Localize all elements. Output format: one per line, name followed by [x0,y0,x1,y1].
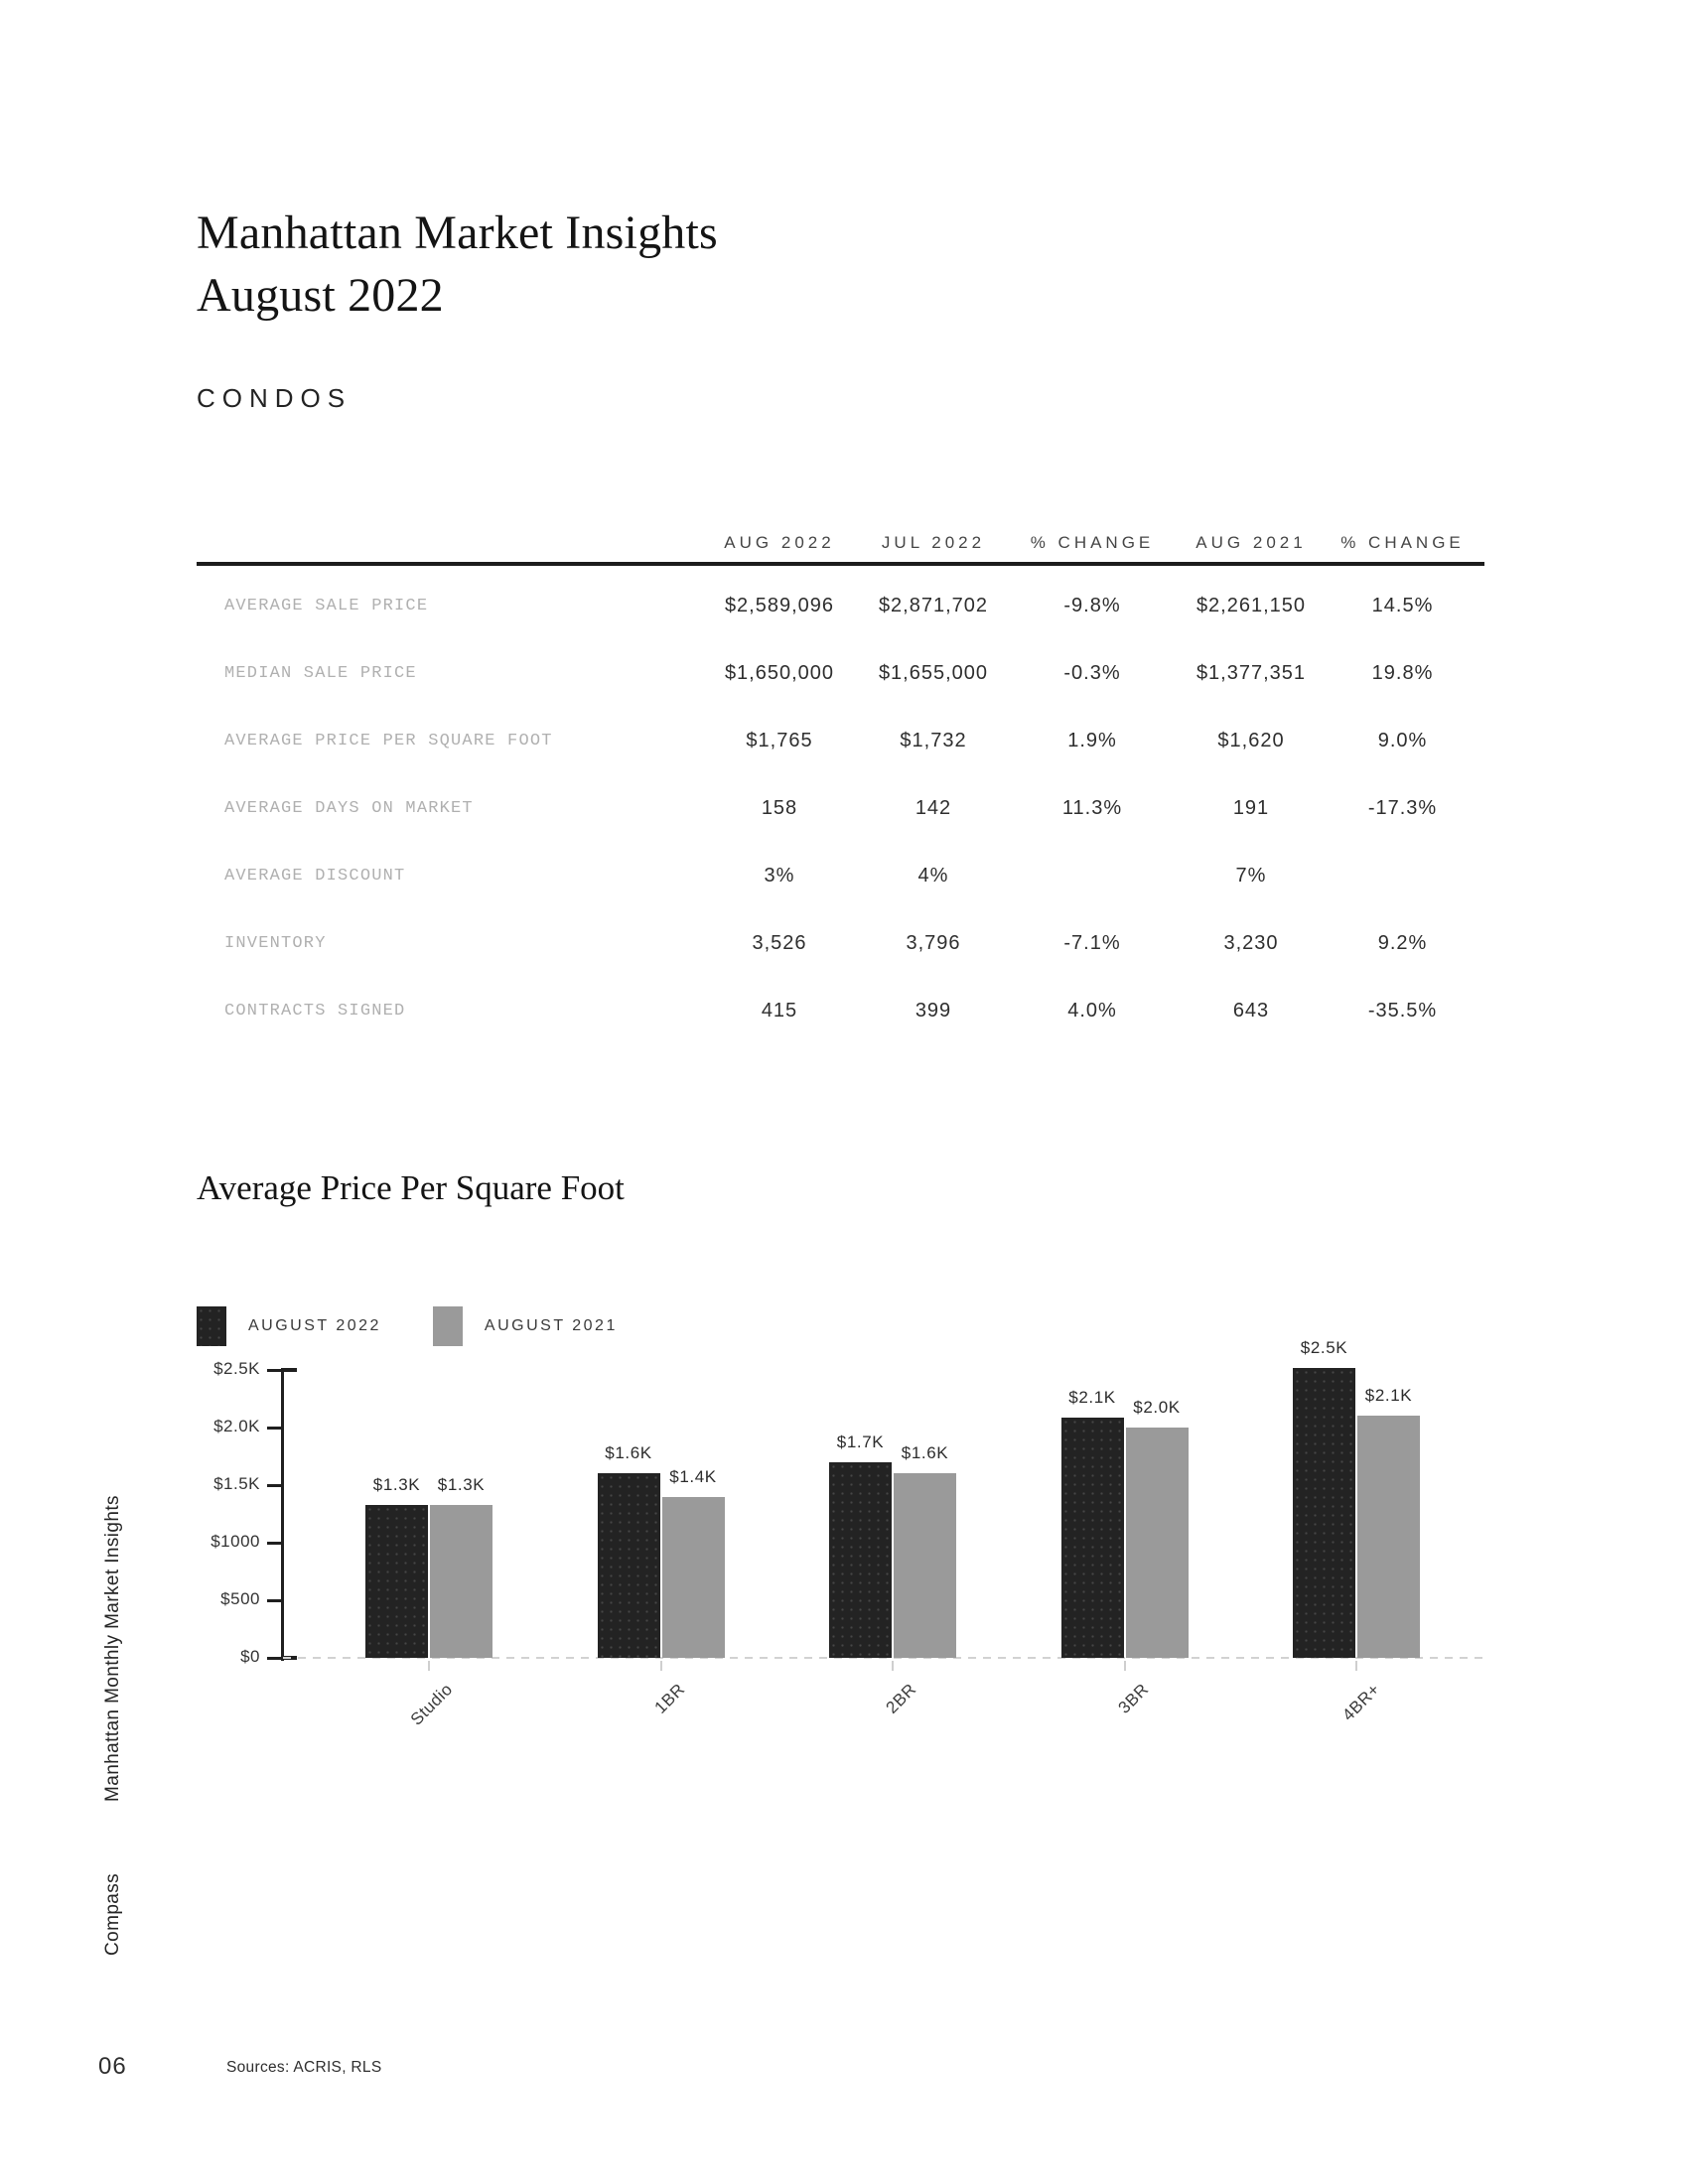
table-cell-value: 142 [914,796,952,819]
table-cell-value: 158 [761,796,798,819]
table-cell-value: -0.3% [1063,661,1121,684]
y-tick-mark [267,1427,281,1430]
page-number: 06 [98,2053,127,2080]
table-row [197,774,1484,842]
table-cell-value: $1,620 [1217,729,1285,751]
bar-value-label: $2.1K [1364,1386,1413,1405]
table-row-label: AVERAGE DAYS ON MARKET [224,798,474,818]
x-tick-mark [1124,1661,1126,1671]
y-tick-label: $2.5K [213,1359,260,1378]
table-cell-value: $2,871,702 [878,594,989,616]
section-label: CONDOS [197,383,352,413]
chart-legend [197,1306,618,1346]
table-cell-value: -35.5% [1367,999,1438,1022]
y-tick-label: $1000 [211,1532,260,1551]
table-cell-value: $2,589,096 [724,594,835,616]
bar-aug-2021 [1126,1428,1189,1658]
legend-swatch [197,1306,226,1346]
bar-value-label: $1.3K [437,1475,486,1494]
table-row-label: INVENTORY [224,933,327,953]
x-category-label: 4BR+ [1338,1680,1384,1725]
x-tick-mark [1355,1661,1357,1671]
bar-value-label: $1.6K [605,1443,652,1462]
table-header-cell: JUL 2022 [881,533,986,552]
x-tick-mark [428,1661,430,1671]
table-header-cell: % CHANGE [1340,533,1465,552]
table-cell-value: 7% [1235,864,1267,887]
x-tick-mark [892,1661,894,1671]
bar-aug-2021 [894,1473,956,1658]
table-cell-value: 191 [1232,796,1270,819]
table-row [197,572,1484,639]
y-axis-cap [284,1368,297,1372]
bar-value-label: $1.6K [901,1443,949,1462]
bar-value-label: $2.5K [1300,1338,1348,1357]
table-cell-value: $1,765 [746,729,813,751]
bar-aug-2021 [1357,1416,1420,1658]
bar-value-label: $1.4K [669,1467,717,1486]
table-header-row [197,524,1484,562]
sidebar-vertical-brand: Compass [102,1872,123,1956]
table-cell-value: $1,655,000 [878,661,989,684]
table-row-label: AVERAGE PRICE PER SQUARE FOOT [224,731,553,751]
y-tick-mark [267,1484,281,1487]
page-title-line1: Manhattan Market Insights [197,206,718,259]
table-cell-value: 4% [917,864,949,887]
table-cell-value: 3,230 [1223,931,1279,954]
table-cell-value: $2,261,150 [1196,594,1307,616]
y-tick-label: $500 [220,1589,260,1608]
x-tick-mark [660,1661,662,1671]
table-cell-value: 19.8% [1371,661,1434,684]
table-cell-value: -9.8% [1063,594,1121,616]
table-row-label: AVERAGE DISCOUNT [224,866,406,886]
bar-value-label: $2.0K [1133,1398,1181,1417]
y-tick-label: $0 [240,1647,260,1666]
table-cell-value: $1,732 [900,729,967,751]
table-cell-value: 3% [764,864,795,887]
y-tick-mark [267,1369,281,1372]
x-category-label: 3BR [1114,1680,1152,1717]
y-tick-label: $1.5K [213,1474,260,1493]
table-cell-value: 11.3% [1061,796,1123,819]
market-stats-table [197,524,1484,1044]
table-cell-value: 3,796 [906,931,961,954]
bar-value-label: $1.7K [836,1433,885,1451]
table-row [197,977,1484,1044]
bar-aug-2022 [829,1462,892,1658]
chart-title: Average Price Per Square Foot [197,1168,625,1207]
legend-item [197,1306,381,1346]
page-title-line2: August 2022 [197,269,444,323]
x-category-label: Studio [406,1680,457,1729]
table-body [197,562,1484,1044]
table-row [197,909,1484,977]
y-axis-line [281,1368,284,1661]
x-category-label: 2BR [882,1680,920,1717]
table-header-cell: % CHANGE [1030,533,1155,552]
table-cell-value: 643 [1232,999,1270,1022]
table-row-label: CONTRACTS SIGNED [224,1001,406,1021]
table-cell-value: 14.5% [1371,594,1434,616]
table-cell-value: 9.0% [1377,729,1428,751]
table-header-cell: AUG 2021 [1196,533,1307,552]
bar-aug-2021 [662,1497,725,1658]
table-cell-value: 415 [761,999,798,1022]
page-title [197,202,718,328]
table-cell-value: $1,650,000 [724,661,835,684]
bar-aug-2022 [365,1505,428,1658]
y-axis-cap [284,1656,297,1660]
legend-label: AUGUST 2022 [248,1317,381,1334]
table-cell-value: $1,377,351 [1196,661,1307,684]
table-row-label: AVERAGE SALE PRICE [224,596,429,615]
zero-baseline [283,1657,1486,1659]
table-cell-value: -17.3% [1367,796,1438,819]
table-row [197,639,1484,707]
bar-aug-2022 [598,1473,660,1658]
table-header-cell: AUG 2022 [724,533,835,552]
table-row [197,842,1484,909]
table-cell-value: 9.2% [1377,931,1428,954]
bar-value-label: $2.1K [1068,1388,1116,1407]
y-tick-mark [267,1657,281,1660]
y-tick-mark [267,1542,281,1545]
table-cell-value: 399 [914,999,952,1022]
x-category-label: 1BR [650,1680,688,1717]
legend-item [433,1306,618,1346]
bar-value-label: $1.3K [372,1475,421,1494]
table-cell-value: 4.0% [1067,999,1117,1022]
table-row [197,707,1484,774]
sources-note: Sources: ACRIS, RLS [226,2059,382,2076]
bar-aug-2022 [1061,1418,1124,1658]
table-cell-value: 3,526 [752,931,807,954]
table-cell-value: 1.9% [1067,729,1117,751]
legend-label: AUGUST 2021 [484,1317,618,1334]
y-tick-mark [267,1599,281,1602]
table-cell-value: -7.1% [1063,931,1121,954]
y-tick-label: $2.0K [213,1417,260,1435]
legend-swatch [433,1306,463,1346]
table-row-label: MEDIAN SALE PRICE [224,663,417,683]
bar-aug-2022 [1293,1368,1355,1658]
sidebar-vertical-title: Manhattan Monthly Market Insights [102,1495,123,1802]
bar-aug-2021 [430,1505,492,1658]
